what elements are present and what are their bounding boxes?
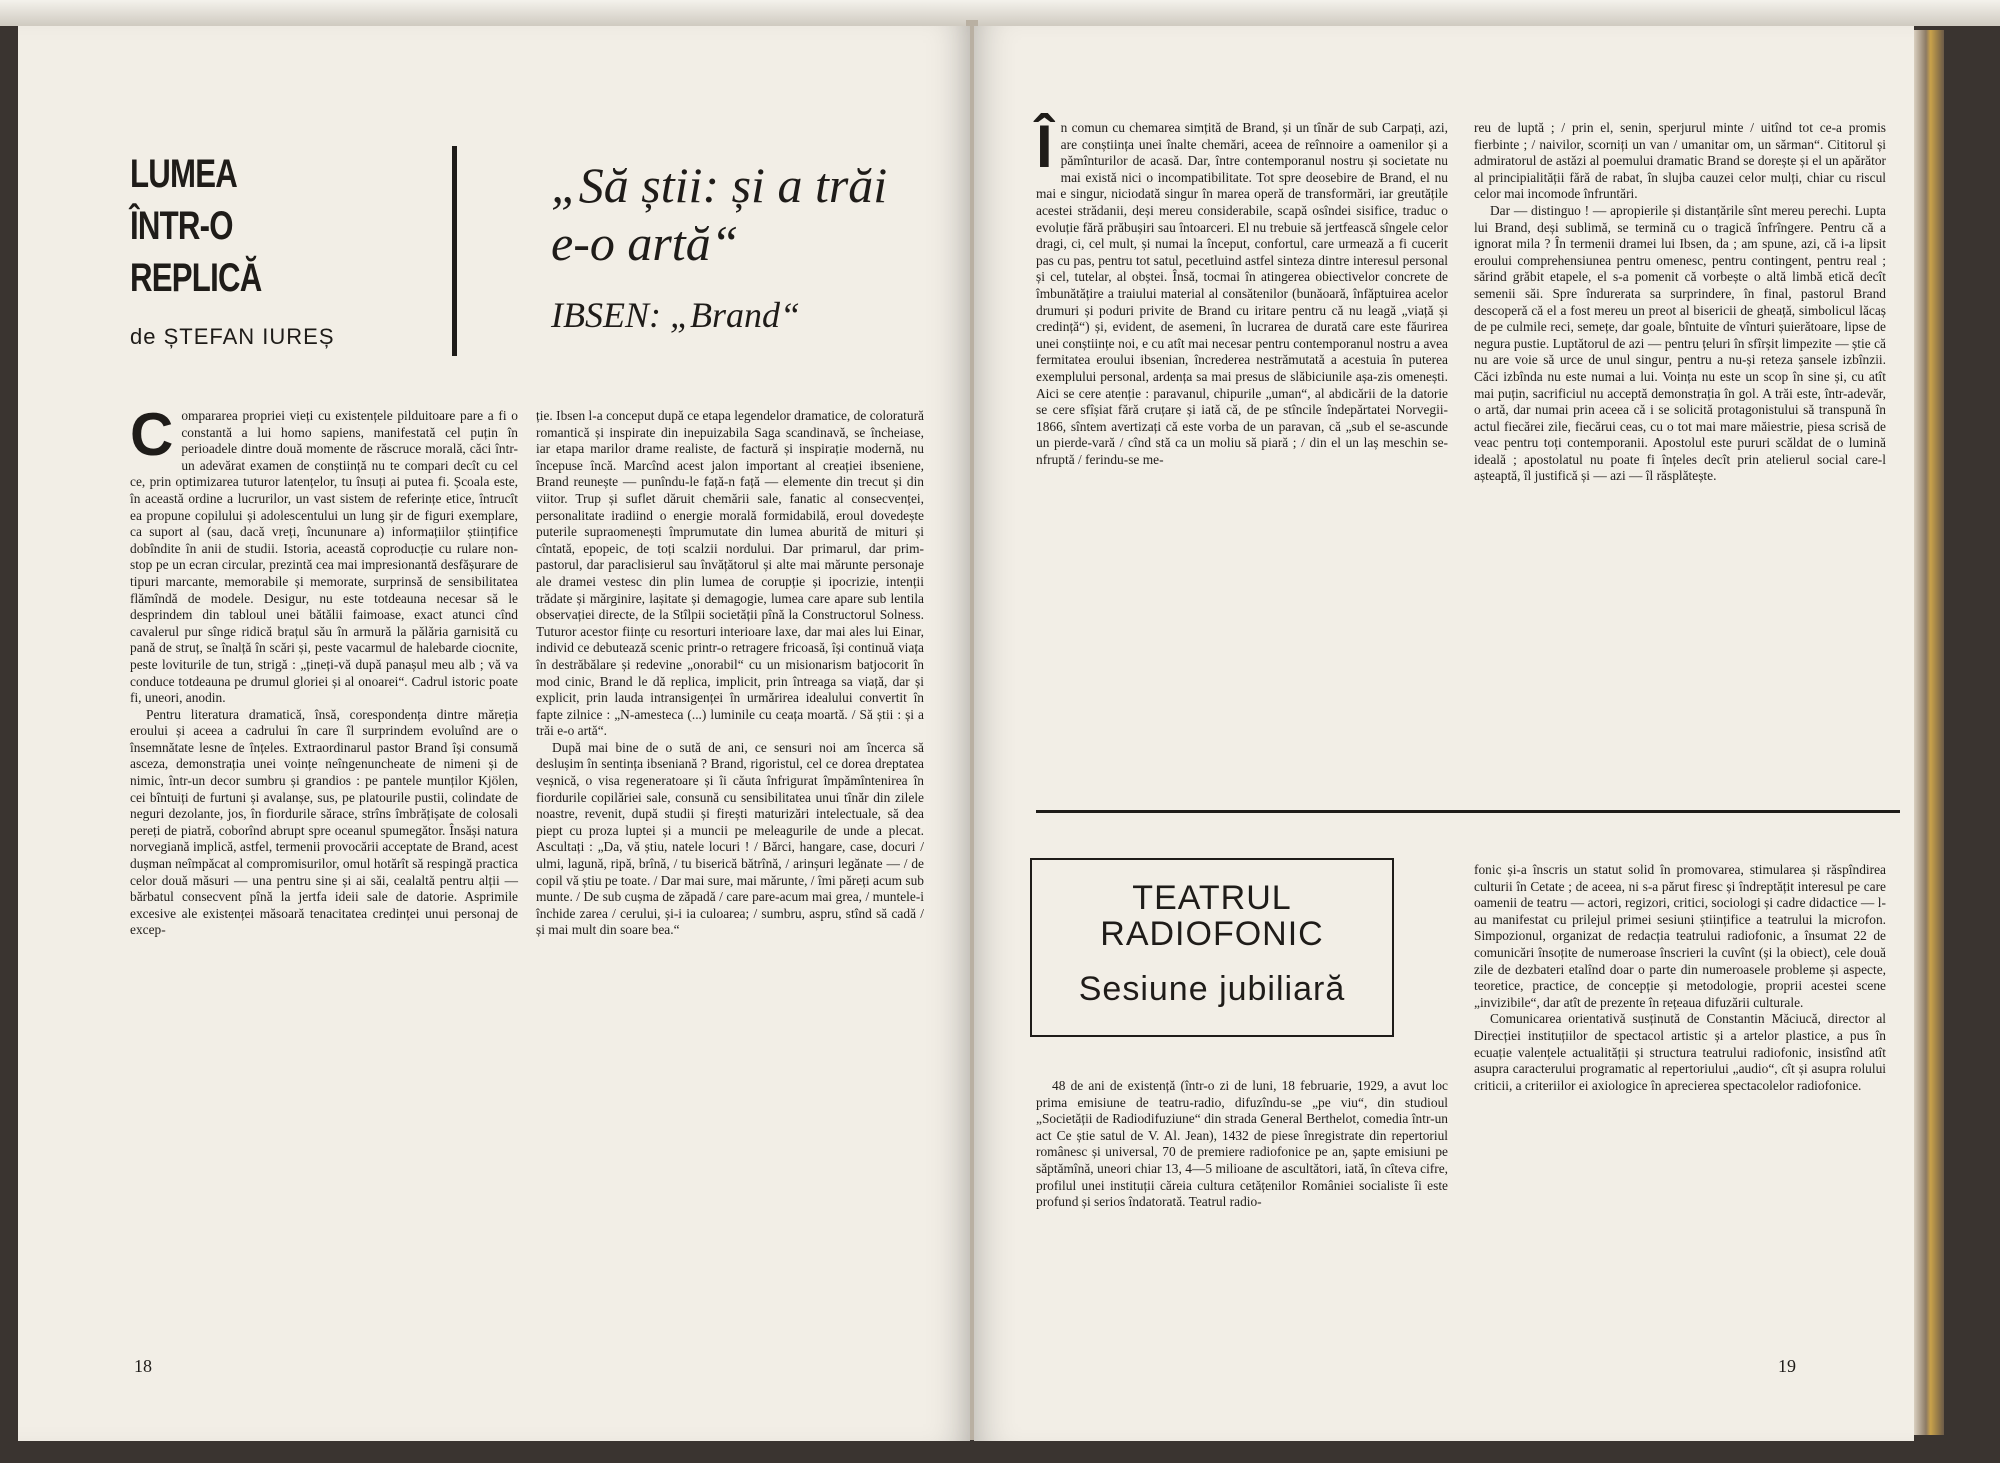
right-page [974, 26, 1914, 1441]
page-number: 19 [1778, 1356, 1796, 1376]
right-column-1 [1036, 113, 1448, 468]
quote-title: „Să știi: și a trăi e-o artă“ [551, 157, 888, 271]
paragraph: 48 de ani de existență (într-o zi de luni, 18 februarie, 1929, a avut loc prima emisiune de teatru-radio, difuzîndu-se „pe viu“, din studioul „Societății de Radiodifuziune“ din strada General Berthelot, comedia într-un act Ce știe satul de V. Al. Jean), 1432 de piese înregistrate din repertoriul românesc și universal, 70 de premiere radiofonice pe an, șapte emisiuni pe săptămînă, uneori chiar 13, 4—5 milioane de ascultători, iată, în cîteva cifre, profilul unei instituții căreia cultura cetățenilor României socialiste îi este profund și serios îndatorată. Teatrul radio- [1036, 1078, 1448, 1210]
paragraph: omparareа propriei vieți cu existențele pilduitoare pare a fi o constantă a lui homo sapiens, manifestată cel puțin în perioadele dintre două momente de răscruce morală, căci într-un adevărat examen de conștiință nu te compari decît cu cel ce, prin optimizarea tuturor latențelor, tu însuți ai putea fi. Școala este, în această ordine a lucrurilor, un vast sistem de referințe etice, întrucît ea propune copilului și adolescentului un lung șir de figuri exemplare, ca suport al (sau, dacă vreți, încununare a) informațiilor științifice dobîndite în anii de studii. Istoria, această coproducție cu rulare non-stop pe un ecran circular, prezintă cea mai impresionantă desfășurare de tipuri marcante, memorabile și memorate, surprinsă de sensibilitatea flămîndă de modele. Desigur, nu este totdeauna necesar să le desprindem din tabloul unei bătălii faimoase, exact atunci cînd cavalerul pur sînge ridică brațul său în armură la pălăria garnisită cu pană de struț, se înalță în scări și, peste vacarmul de halebarde ciocnite, peste loviturile de tun, strigă : „țineți-vă după panașul meu alb ; vă va conduce totdeauna pe drumul gloriei și al onoarei“. Cadrul istoric poate fi, uneori, anodin. [130, 408, 518, 706]
right-column-4 [1474, 862, 1886, 1094]
section-title: TEATRUL RADIOFONIC [1100, 879, 1324, 953]
section-divider [1036, 810, 1900, 813]
byline: de ȘTEFAN IUREȘ [130, 324, 335, 349]
left-page [18, 26, 970, 1441]
book-edge [1914, 30, 1944, 1435]
paragraph: Comunicarea orientativă susținută de Constantin Măciucă, director al Direcției instituțiilor de spectacol artistic și a artelor plastice, a pus în ecuație valențele actualității și structura teatrului radiofonic, insistînd atît asupra caracterului programatic al repertoriului „audio“, cît și asupra rolului criticii, a criteriilor ei axiologice în aprecierea spectacolelor radiofonice. [1474, 1011, 1886, 1093]
article-title-line: REPLICĂ [130, 256, 262, 300]
paragraph: ție. Ibsen l-a conceput după ce etapa legendelor dramatice, de coloratură romantică și inspirate din inepuizabila Saga scandinavă, se încheiase, iar etapa marilor drame realiste, de factură și inspirație modernă, nu începuse încă. Marcînd acest jalon important al creației ibseniene, Brand reunește — punîndu-le față-n față — elemente din trecut și din viitor. Trup și suflet dăruit chemării sale, fanatic al consecvenței, personalitate iradiind o energie morală formidabilă, eroul dovedește puterile supraomenești împrumutate din lumea aburită de mituri și cîntată, epopeic, de toți scalzii nordului. Dar primarul, dar prim-pastorul, dar paraclisierul sau învățătorul și alte mai mărunte personaje ale dramei vestesc din plin lumea de corupție și ipocrizie, intenții trădate și mărginire, lașitate și demagogie, lumea care apare sub lentila observației directe, de la Stîlpii societății pînă la Constructorul Solness. Tuturor acestor ființe cu resorturi interioare laxe, dar mai ales lui Einar, individ ce debutează scenic printr-o retragere fricoasă, își continuă viața în destrăbălare și redevine „onorabil“ cu un misionarism batjocorit în mod cinic, Brand le dă replica, implicit, prin întreaga sa viață, dar și explicit, prin lauda intransigenței în urmărirea idealului convertit în fapte zilnice : „N-amestеca (...) luminile cu ceața moartă. / Să știi : și a trăi e-o artă“. [536, 408, 924, 739]
article-title-block [130, 148, 430, 350]
paragraph: Dar — distinguo ! — apropierile și distanțările sînt mereu perechi. Lupta lui Brand, deși sublimă, se termină cu o tragică înfrîngere. Pentru că a ignorat mila ? În termenii dramei lui Ibsen, da ; am spune, azi, că i-a lipsit eroului comprehensiunea pentru omenesc, pentru contingent, pentru real ; sărind grăbit etapele, el s-a pomenit că vorbește o altă limbă etică decît semenii săi. Spre îndurerata sa surprindere, în final, pastorul Brand descoperă că el a fost mereu un preot al bisericii de gheață, simbolicul lăcaș de pe culmile reci, semețe, dar goale, bîntuite de vînturi șuierătoare, lipse de negura pustie. Luptătorul de azi — pentru țeluri în sfîrșit limpezite — știe că nu are voie să urce de unul singur, pentru a nu-și reteza șansele izbînzii. Căci izbînda nu este numai a lui. Voința nu este un scop în sine și, cu atît mai puțin, sacrificiul nu acceptă demonstrația în gol. A trăi este, într-adevăr, o artă, dar numai prin aceea că i se solicită protagonistului să transpună în actul fiecărei zile, fiecărui ceas, cu o tot mai mare măiestrie, piesa scrisă de veac pentru toți contemporanii. Apostolul este pururi scăldat de o lumină ideală ; apostolatul nu poate fi înțeles decît prin atelierul social care-l așteaptă, îl justifică și — azi — îl răsplătește. [1474, 202, 1886, 484]
left-column-2 [536, 408, 924, 939]
title-divider [452, 146, 457, 356]
drop-cap: C [130, 401, 174, 468]
section-heading-box [1030, 858, 1394, 1037]
paragraph: reu de luptă ; / prin el, senin, sperjurul minte / uitînd tot ce-a promis fierbinte ; / naivilor, scorniți un van / umanitar om, un sărman“. Cititorul și admiratorul de astăzi al poemului dramatic Brand se dorește și el un apărător al principialității fără de rabat, în slujba cauzei celor mulți, chiar cu riscul celor mai incomode înfruntări. [1474, 120, 1886, 202]
article-title-line: LUMEA [130, 152, 238, 196]
paragraph: Pentru literatura dramatică, însă, corespondența dintre măreția eroului și aceea a cadrului în care îl surprindem evoluînd are o însemnătate lesne de înțeles. Extraordinarul pastor Brand își consumă asceza, demonstrația unei voințe neîngenuncheate de nimeni și de nimic, într-un decor sumbru și grandios : pe pantele munților Kjölen, cei bîntuiți de furtuni și avalanșe, sus, pe platourile pustii, colindate de neguri dezolante, jos, în fiordurile sărace, strîns îmbrățișate de colosali pereți de piatră, coborînd abrupt spre oceanul spumegător. Însăși natura norvegiană implică, astfel, termenii provocării acceptate de Brand, acest dușman neîmpăcat al compromisurilor, omul hotărît să respingă practica celor două măsuri — una pentru sine și ai săi, cealaltă pentru alții — bărbatul consecvent pînă la jertfa ideii sale de datorie. Asprimile excesive ale existenței măsoară tenacitatea credinței unui personaj de excep- [130, 706, 518, 938]
right-column-3 [1036, 1078, 1448, 1211]
left-column-1 [130, 401, 518, 939]
right-column-2 [1474, 120, 1886, 485]
paragraph: n comun cu chemarea simțită de Brand, și un tînăr de sub Carpați, azi, are conștiința unei înalte chemări, aceea de reînnoire a oamenilor și a pămînturilor de acasă. Dar, între contemporanul nostru și societate nu mai există nici o incompatibilitate. Tot spre deosebire de Brand, el nu mai e singur, niciodată singur în marea operă de transformări, iar greutățile acestei strădanii, deși mereu considerabile, scapă osîndei sisifice, traduc o evoluție fără prăbușiri sau întoarceri. El nu trebuie să jertfească sîngele celor dragi, ci, cel mult, și numai la început, confortul, care urmează a fi cucerit pas cu pas, pentru tot satul, pecetluind astfel sinteza dintre interesul personal și cel, tutelar, al obștei. Însă, tocmai în atingerea obiectivelor concrete de îmbunătățire a traiului material al consătenilor (bunăoară, înfăptuirea acelor drumuri și poduri privite de Brand cu iritare pentru că nu leagă „viață și credință“) și, evident, de asemeni, în lucrarea de durată care este făurirea unei conștiințe noi, e cu atît mai necesar pentru contemporanul nostru a avea fermitatea eroului ibsenian, încrederea nestrămutată a acestuia în puterea exemplului personal, ardența sa mai presus de slăbiciunile așa-zis omenești. Aici se cere atenție : paravanul, chipurile „uman“, al abdicării de la datorie se cere sfîșiat fără cruțare și iată că, de pe stîncile îndepărtatei Norvegii-1866, sîntem avertizați că este vorba de un paravan, că „sub el se-ascunde un pierde-vară / cînd stă ca un moliu să piară ; / din el un laș meschin se-nfruptă / ferindu-se me- [1036, 120, 1448, 467]
paragraph: fonic și-a înscris un statut solid în promovarea, stimularea și răspîndirea culturii în Cetate ; de aceea, ni s-a părut firesc și îndreptățit interesul pe care oamenii de teatru — actori, regizori, critici, sociologi și cadre didactice — l-au manifestat cu prilejul primei sesiuni științifice a teatrului la microfon. Simpozionul, organizat de redacția teatrului radiofonic, a însumat 22 de comunicări însoțite de numeroase înscrieri la cuvînt (și la obiect), cele două zile de dezbateri etalînd doar o parte din numeroasele probleme și aspecte, teoretice, practice, de concepție și metodologie, proprii acestei scene „invizibile“, dar atît de prezente în rețeaua difuzării culturale. [1474, 862, 1886, 1010]
play-subtitle: IBSEN: „Brand“ [551, 295, 801, 335]
paragraph: După mai bine de o sută de ani, ce sensuri noi am încerca să deslușim în sentința ibseniană ? Brand, rigoristul, cel ce dorea dreptatea veșnică, o visa regeneratoare și îi căuta înfrigurat împămîntenirea în fiordurile copilăriei sale, consună cu sensibilitatea unui tînăr din zilele noastre, revenit, după studii și firești maturizări intelectuale, să dea piept cu proza luptei și a muncii pe meleagurile de unde a plecat. Ascultați : „Da, vă știu, natele locuri ! / Bărci, hangare, case, docuri / ulmi, lagună, ripă, brînă, / tu biserică bătrînă, / arinșuri legănate — / de copil vă știu pe toate. / Dar mai sure, mai mărunte, / îmi păreți acum sub munte. / De sub cușma de zăpadă / care pare-acum mai grea, / muntele-i închide zarea / cerului, și-i ia culoarea; / sumbru, aspru, stînd să cadă / și mai mult din soare bea.“ [536, 739, 924, 938]
drop-cap: Î [1036, 113, 1053, 180]
page-number: 18 [134, 1356, 152, 1376]
top-strip [0, 0, 2000, 26]
article-title-line: ÎNTR-O [130, 204, 233, 248]
section-subtitle: Sesiune jubiliară [1078, 970, 1346, 1008]
